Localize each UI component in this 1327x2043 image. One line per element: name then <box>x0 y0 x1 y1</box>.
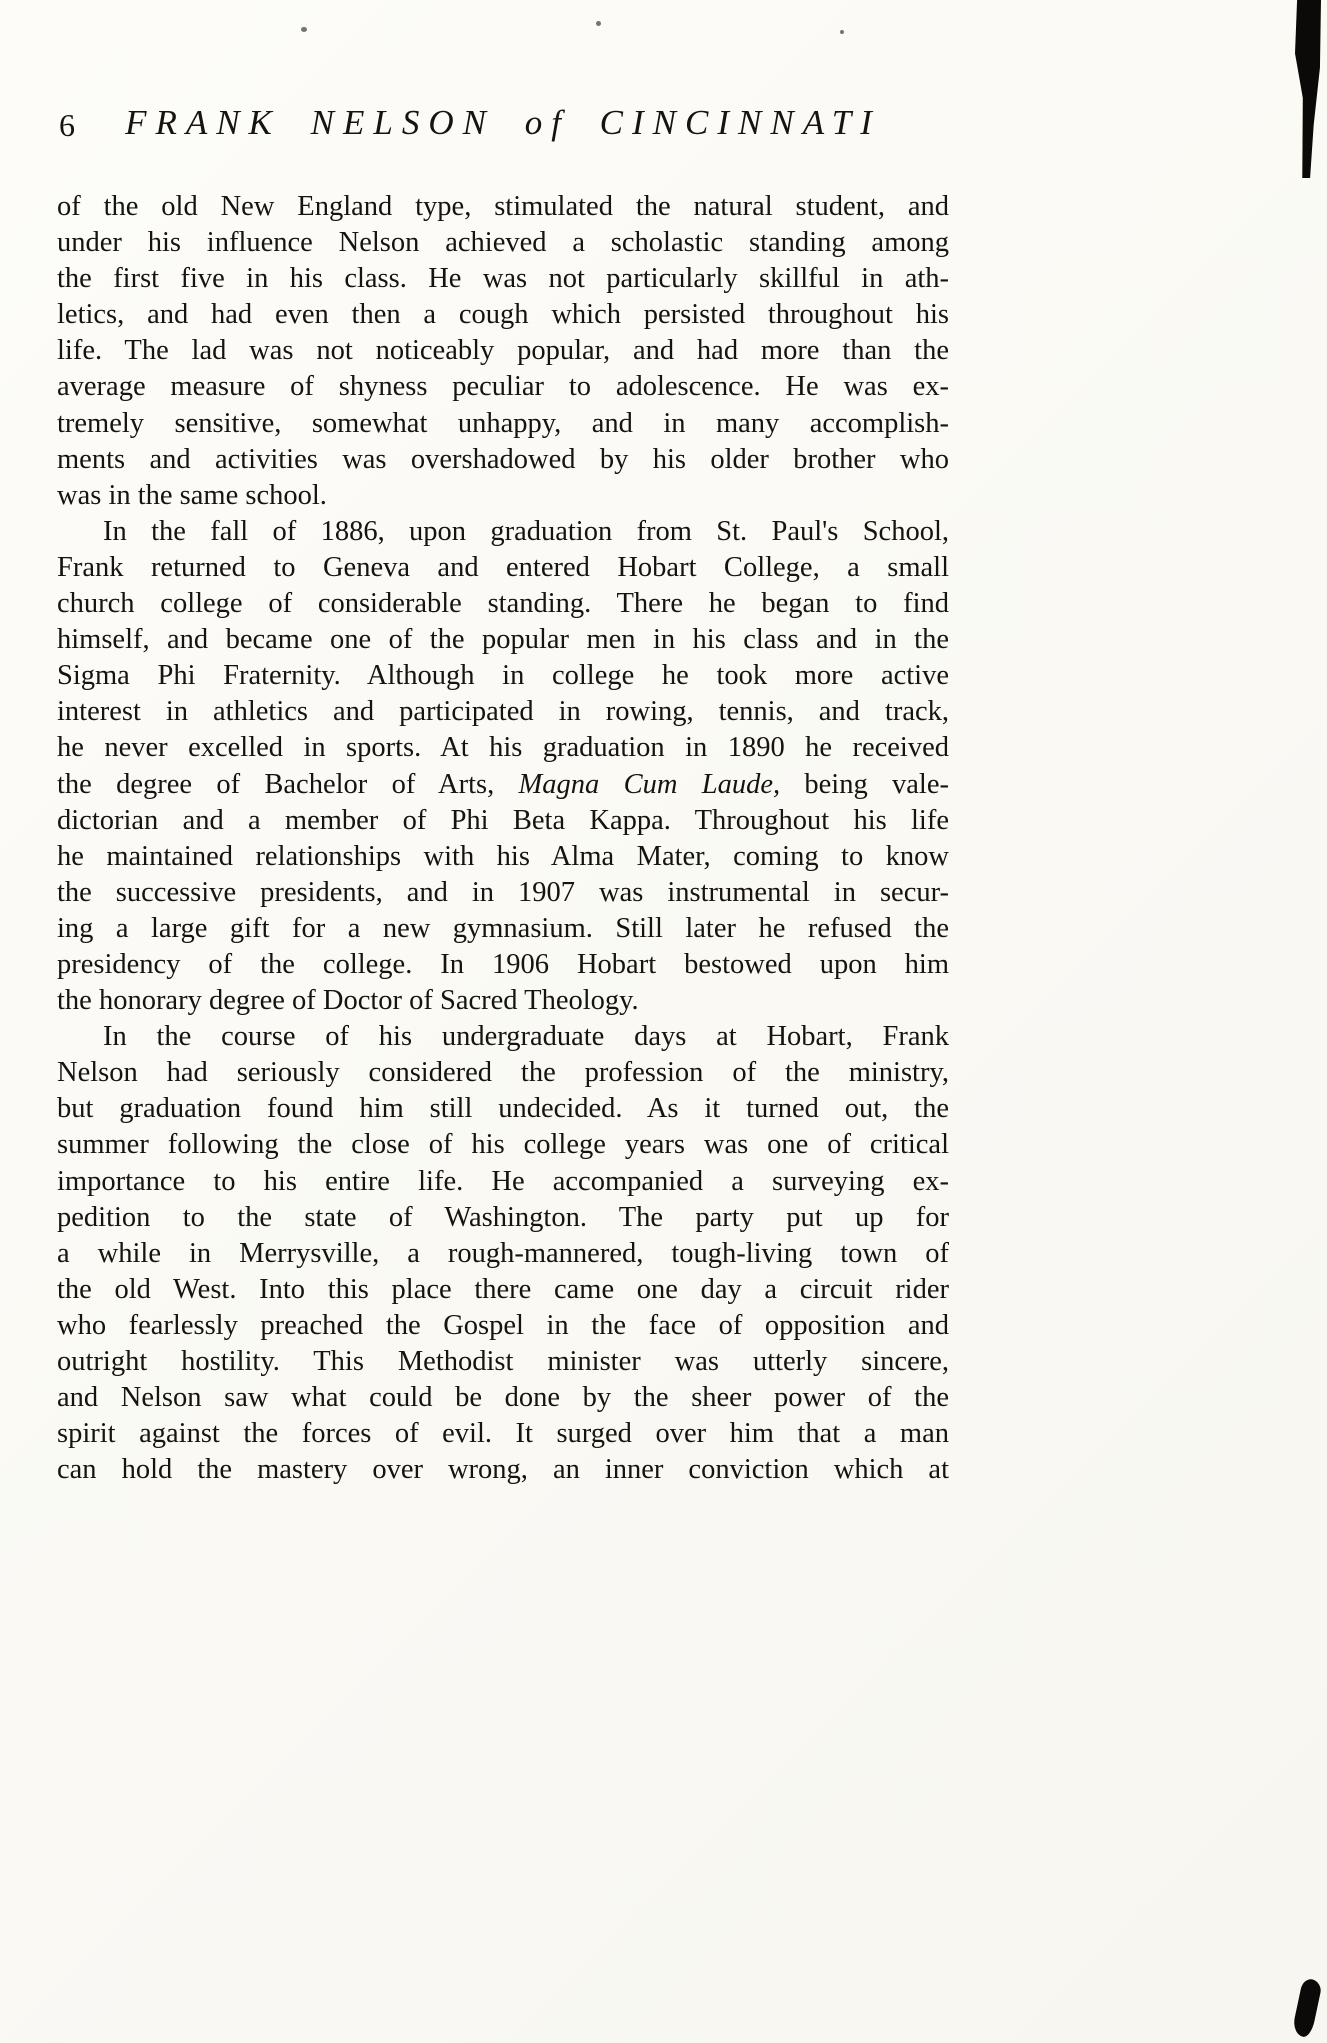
text-segment: was in the same school. <box>57 479 327 511</box>
text-segment: but graduation found him still undecided. As it turned out, the <box>57 1093 949 1125</box>
text-line <box>57 694 949 730</box>
text-segment: interest in athletics and participated in rowing, tennis, and track, <box>57 696 949 728</box>
text-line <box>57 1344 949 1380</box>
text-line <box>57 261 949 297</box>
text-segment: ments and activities was overshadowed by his older brother who <box>57 443 949 475</box>
ink-blot-bottom-right <box>1291 1978 1323 2039</box>
text-segment: can hold the mastery over wrong, an inner conviction which at <box>57 1454 949 1486</box>
scan-speck <box>596 21 601 26</box>
text-segment: the old West. Into this place there came one day a circuit rider <box>57 1273 949 1305</box>
text-line <box>57 1019 949 1055</box>
text-segment: dictorian and a member of Phi Beta Kappa. Throughout his life <box>57 804 949 836</box>
text-line <box>57 225 949 261</box>
ink-blot-top-right <box>1295 0 1321 178</box>
text-line <box>57 730 949 766</box>
text-line <box>57 1380 949 1416</box>
text-line <box>57 622 949 658</box>
text-segment: presidency of the college. In 1906 Hobart bestowed upon him <box>57 948 949 980</box>
text-segment: the successive presidents, and in 1907 was instrumental in secur- <box>57 876 949 908</box>
text-line <box>57 514 949 550</box>
text-segment: pedition to the state of Washington. The party put up for <box>57 1201 949 1233</box>
text-line <box>57 550 949 586</box>
text-segment: summer following the close of his college years was one of critical <box>57 1129 949 1161</box>
text-line <box>57 297 949 333</box>
text-segment: In the course of his undergraduate days at Hobart, Frank <box>103 1021 949 1053</box>
text-segment: who fearlessly preached the Gospel in the face of opposition and <box>57 1309 949 1341</box>
text-line <box>57 1452 949 1488</box>
text-line <box>57 1164 949 1200</box>
text-line <box>57 658 949 694</box>
text-segment: average measure of shyness peculiar to adolescence. He was ex- <box>57 371 949 403</box>
text-line <box>57 1416 949 1452</box>
page-number: 6 <box>59 107 76 143</box>
text-line <box>57 478 949 514</box>
running-title: FRANK NELSON of CINCINNATI <box>125 103 881 142</box>
text-segment: Sigma Phi Fraternity. Although in college he took more active <box>57 660 949 692</box>
text-segment: spirit against the forces of evil. It surged over him that a man <box>57 1418 949 1450</box>
body-text <box>57 189 949 1488</box>
scan-speck <box>840 30 844 34</box>
text-segment: he never excelled in sports. At his graduation in 1890 he received <box>57 732 949 764</box>
text-line <box>57 947 949 983</box>
text-line <box>57 839 949 875</box>
text-line <box>57 1055 949 1091</box>
text-segment: the first five in his class. He was not particularly skillful in ath- <box>57 263 949 295</box>
text-line <box>57 1127 949 1163</box>
text-line <box>57 803 949 839</box>
text-line <box>57 333 949 369</box>
text-segment: himself, and became one of the popular men in his class and in the <box>57 624 949 656</box>
text-segment: In the fall of 1886, upon graduation from St. Paul's School, <box>103 515 949 547</box>
text-segment: letics, and had even then a cough which persisted throughout his <box>57 299 949 331</box>
text-segment: importance to his entire life. He accompanied a surveying ex- <box>57 1165 949 1197</box>
text-line <box>57 875 949 911</box>
text-line <box>57 586 949 622</box>
text-line <box>57 442 949 478</box>
text-segment: life. The lad was not noticeably popular, and had more than the <box>57 335 949 367</box>
italic-text: Magna Cum Laude, <box>518 768 781 800</box>
text-segment: Frank returned to Geneva and entered Hobart College, a small <box>57 551 949 583</box>
paragraph <box>57 189 949 514</box>
paragraph <box>57 514 949 1019</box>
text-line <box>57 1236 949 1272</box>
text-segment: Nelson had seriously considered the profession of the ministry, <box>57 1057 949 1089</box>
text-segment: the degree of Bachelor of Arts, <box>57 768 519 800</box>
paragraph <box>57 1019 949 1488</box>
scan-speck <box>301 27 307 32</box>
text-segment: being vale- <box>780 768 949 800</box>
text-line <box>57 1091 949 1127</box>
text-segment: and Nelson saw what could be done by the sheer power of the <box>57 1382 949 1414</box>
page-header <box>57 103 949 149</box>
text-segment: a while in Merrysville, a rough-mannered, tough-living town of <box>57 1237 949 1269</box>
text-segment: of the old New England type, stimulated the natural student, and <box>57 191 949 222</box>
text-segment: outright hostility. This Methodist minister was utterly sincere, <box>57 1346 949 1377</box>
text-line <box>57 406 949 442</box>
text-line <box>57 369 949 405</box>
text-line <box>57 1272 949 1308</box>
text-segment: ing a large gift for a new gymnasium. Still later he refused the <box>57 912 949 944</box>
text-segment: tremely sensitive, somewhat unhappy, and in many accomplish- <box>57 407 949 439</box>
text-line <box>57 1200 949 1236</box>
text-line <box>57 189 949 225</box>
text-line <box>57 1308 949 1344</box>
text-segment: the honorary degree of Doctor of Sacred Theology. <box>57 985 639 1017</box>
text-segment: under his influence Nelson achieved a scholastic standing among <box>57 227 949 259</box>
text-line <box>57 983 949 1019</box>
text-segment: he maintained relationships with his Alma Mater, coming to know <box>57 840 949 872</box>
text-line <box>57 911 949 947</box>
text-line <box>57 767 949 803</box>
text-segment: church college of considerable standing. There he began to find <box>57 588 949 620</box>
